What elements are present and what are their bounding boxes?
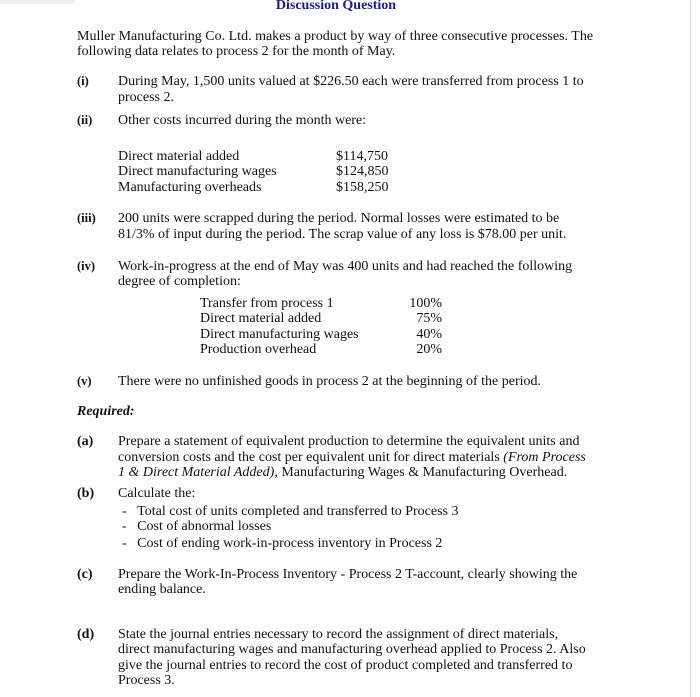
item-text: Other costs incurred during the month were:	[118, 113, 367, 128]
item-label: (i)	[77, 74, 89, 88]
req-text: Prepare a statement of equivalent production to determine the equivalent units and	[118, 434, 580, 449]
req-text: Calculate the:	[118, 486, 196, 501]
req-text: ending balance.	[118, 582, 206, 597]
item-text: There were no unfinished goods in process 2 at the beginning of the period.	[118, 374, 542, 389]
cost-name: Direct material added	[118, 149, 240, 164]
req-text: direct manufacturing wages and manufacturing overhead applied to Process 2. Also	[118, 642, 586, 657]
cost-amount: $114,750	[336, 149, 388, 164]
intro-line: Muller Manufacturing Co. Ltd. makes a product by way of three consecutive processes. The	[77, 29, 594, 44]
item-text: 200 units were scrapped during the period. Normal losses were estimated to be	[118, 211, 560, 226]
item-text: process 2.	[118, 90, 174, 105]
req-label: (d)	[77, 627, 95, 642]
item-text: During May, 1,500 units valued at $226.50 each were transferred from process 1 to	[118, 74, 584, 89]
bullet-item: - Cost of abnormal losses	[122, 519, 272, 534]
completion-name: Transfer from process 1	[200, 296, 334, 311]
req-text: Prepare the Work-In-Process Inventory - Process 2 T-account, clearly showing the	[118, 567, 578, 582]
completion-name: Direct manufacturing wages	[200, 327, 359, 342]
completion-pct: 75%	[416, 311, 442, 326]
completion-pct: 20%	[416, 342, 442, 357]
cost-name: Direct manufacturing wages	[118, 164, 277, 179]
req-text: State the journal entries necessary to record the assignment of direct materials,	[118, 627, 559, 642]
intro-line: following data relates to process 2 for the month of May.	[77, 44, 396, 59]
req-label: (b)	[77, 486, 95, 501]
req-label: (c)	[77, 567, 93, 582]
bullet-item: - Cost of ending work-in-process inventory in Process 2	[122, 536, 443, 551]
req-text-italic: 1 & Direct Material Added)	[118, 465, 275, 480]
item-label: (v)	[77, 374, 92, 388]
req-text: conversion costs and the cost per equivalent unit for direct materials	[118, 450, 504, 465]
page-border	[690, 0, 691, 697]
item-label: (iii)	[77, 211, 96, 225]
item-text: degree of completion:	[118, 274, 241, 289]
item-text: Work-in-progress at the end of May was 400 units and had reached the following	[118, 259, 573, 274]
bullet-item: - Total cost of units completed and transferred to Process 3	[122, 504, 459, 519]
item-text: 81/3% of input during the period. The scrap value of any loss is $78.00 per unit.	[118, 227, 567, 242]
completion-name: Production overhead	[200, 342, 317, 357]
completion-pct: 40%	[416, 327, 442, 342]
page-title: Discussion Question	[275, 0, 397, 13]
cost-amount: $158,250	[336, 180, 389, 195]
req-text-italic: (From Process	[503, 450, 586, 465]
req-text: Process 3.	[118, 673, 175, 688]
completion-name: Direct material added	[200, 311, 322, 326]
req-text: , Manufacturing Wages & Manufacturing Overhead.	[274, 465, 568, 480]
required-heading: Required:	[77, 404, 135, 419]
completion-pct: 100%	[409, 296, 442, 311]
cost-amount: $124,850	[336, 164, 389, 179]
item-label: (iv)	[77, 259, 96, 273]
req-label: (a)	[77, 434, 94, 449]
item-label: (ii)	[77, 113, 93, 127]
cost-name: Manufacturing overheads	[118, 180, 262, 195]
req-text: give the journal entries to record the cost of product completed and transferred to	[118, 658, 573, 673]
